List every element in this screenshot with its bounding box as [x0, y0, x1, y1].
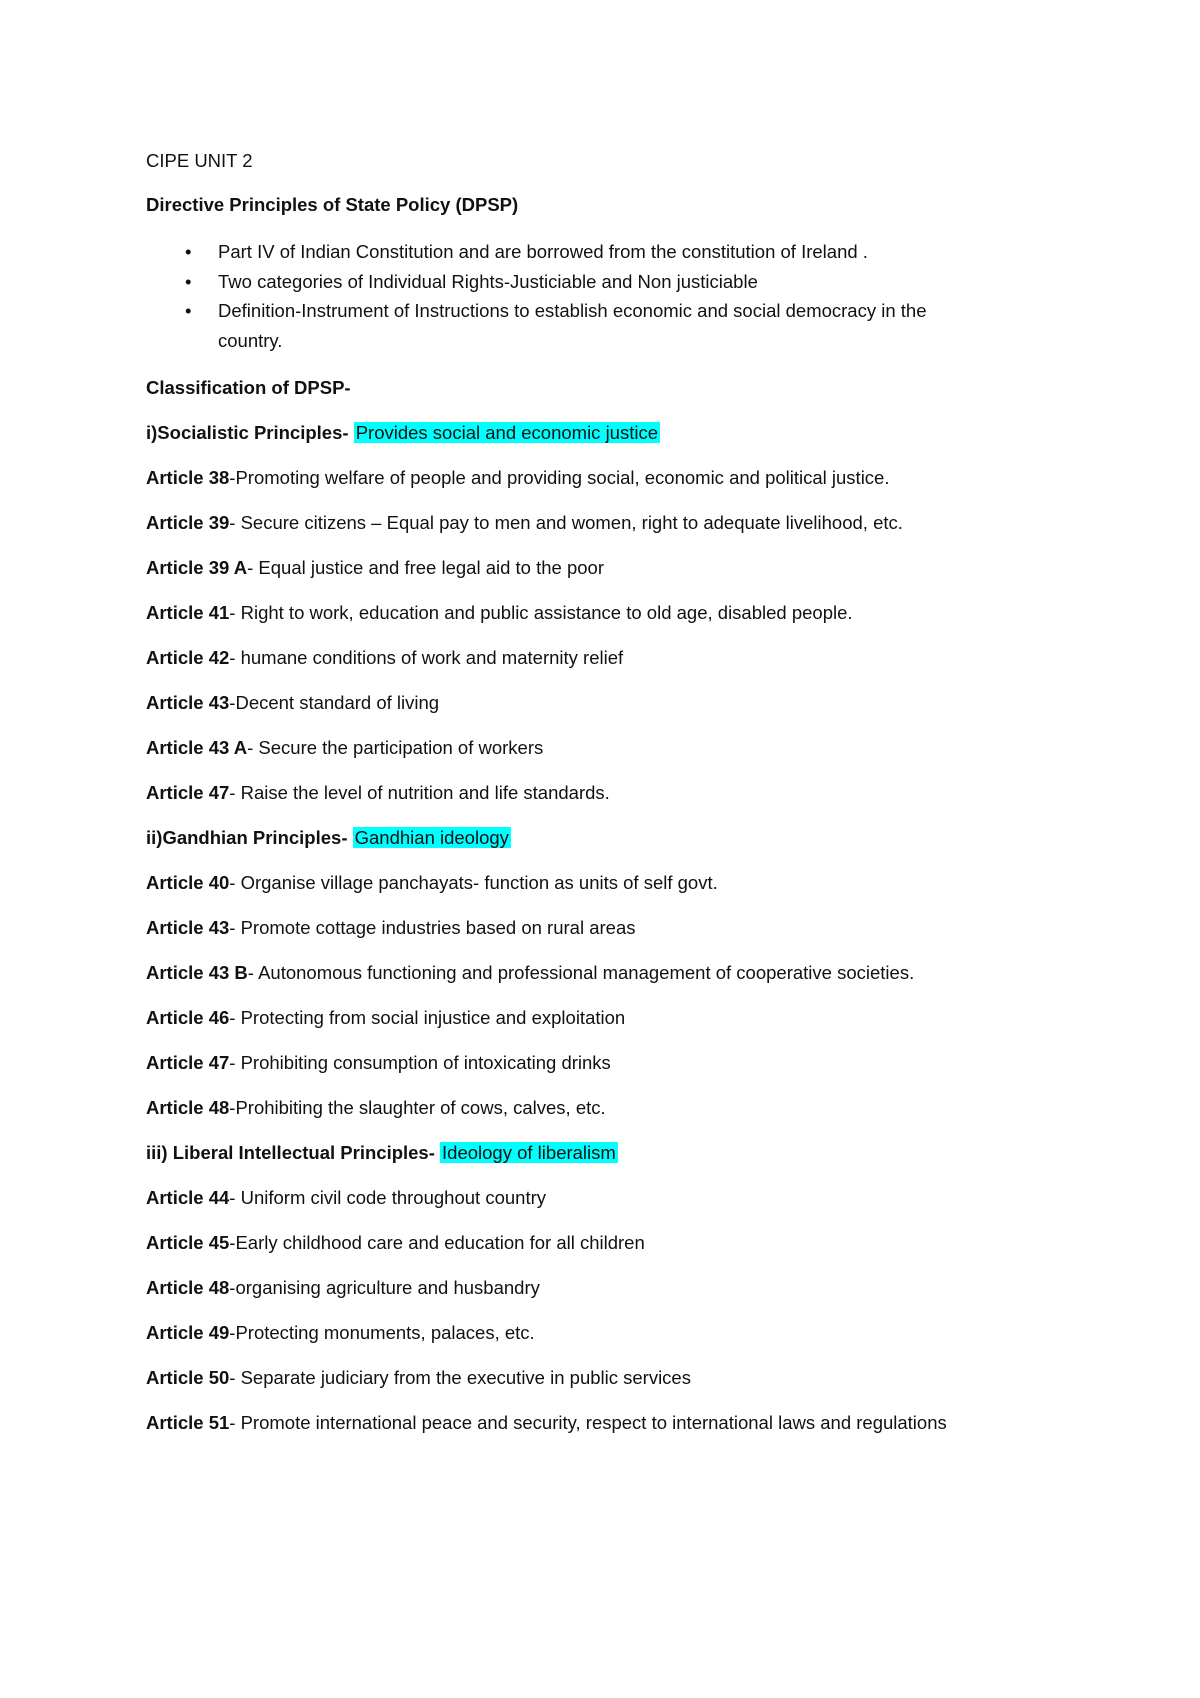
article-row — [146, 1095, 1046, 1120]
document-title: CIPE UNIT 2 — [146, 150, 253, 171]
article-label: Article 45 — [146, 1232, 230, 1253]
article-row — [146, 1275, 1046, 1300]
bullet-text: Two categories of Individual Rights-Justiciable and Non justiciable — [218, 270, 758, 292]
article-text: - Right to work, education and public assistance to old age, disabled people. — [229, 602, 853, 623]
article-text: - Uniform civil code throughout country — [229, 1187, 546, 1208]
article-row — [146, 780, 1046, 805]
article-label: Article 51 — [146, 1412, 230, 1433]
article-text: - humane conditions of work and maternity relief — [229, 647, 624, 668]
bullet-text: Definition-Instrument of Instructions to establish economic and social democracy in the — [218, 300, 927, 321]
article-row — [146, 1230, 1046, 1255]
article-label: Article 49 — [146, 1322, 230, 1343]
article-text: - Promote international peace and security, respect to international laws and regulations — [229, 1412, 947, 1433]
group-heading-liberal — [146, 1140, 1046, 1165]
article-row — [146, 1005, 1046, 1030]
group-heading-gandhian — [146, 825, 1046, 850]
bullet-text: country. — [218, 329, 283, 351]
article-text: -organising agriculture and husbandry — [229, 1277, 540, 1298]
group-label: ii)Gandhian Principles- — [146, 827, 348, 848]
article-label: Article 50 — [146, 1367, 230, 1388]
article-text: - Equal justice and free legal aid to the poor — [247, 557, 604, 578]
article-row — [146, 1320, 1046, 1345]
article-row — [146, 735, 1046, 760]
article-text: - Separate judiciary from the executive in public services — [229, 1367, 691, 1388]
article-text: -Protecting monuments, palaces, etc. — [229, 1322, 535, 1343]
bullet-icon: • — [185, 241, 192, 262]
article-label: Article 40 — [146, 872, 230, 893]
article-label: Article 39 A — [146, 557, 248, 578]
article-text: - Protecting from social injustice and exploitation — [229, 1007, 626, 1028]
article-row — [146, 870, 1046, 895]
section-heading: Directive Principles of State Policy (DPSP) — [146, 194, 519, 215]
article-label: Article 43 — [146, 692, 230, 713]
bullet-list — [146, 237, 1046, 355]
article-row — [146, 690, 1046, 715]
article-row — [146, 960, 1046, 985]
group-highlight: Gandhian ideology — [354, 827, 509, 848]
article-label: Article 46 — [146, 1007, 230, 1028]
article-text: - Secure citizens – Equal pay to men and women, right to adequate livelihood, etc. — [229, 512, 903, 533]
article-label: Article 38 — [146, 467, 230, 488]
article-label: Article 47 — [146, 1052, 230, 1073]
article-label: Article 48 — [146, 1097, 230, 1118]
article-text: - Autonomous functioning and professional management of cooperative societies. — [247, 962, 915, 983]
article-text: -Promoting welfare of people and providing social, economic and political justice. — [229, 467, 890, 488]
article-text: -Decent standard of living — [229, 692, 440, 713]
group-label: i)Socialistic Principles- — [146, 422, 349, 443]
article-text: - Raise the level of nutrition and life standards. — [229, 782, 610, 803]
article-text: - Prohibiting consumption of intoxicating drinks — [229, 1052, 611, 1073]
article-label: Article 47 — [146, 782, 230, 803]
article-text: - Promote cottage industries based on rural areas — [229, 917, 636, 938]
article-row — [146, 600, 1046, 625]
article-label: Article 43 — [146, 917, 230, 938]
bullet-item — [146, 267, 1046, 297]
bullet-item — [146, 296, 1046, 326]
classification-heading: Classification of DPSP- — [146, 377, 351, 398]
group-highlight: Ideology of liberalism — [442, 1142, 616, 1163]
article-row — [146, 915, 1046, 940]
article-row — [146, 1185, 1046, 1210]
article-row — [146, 645, 1046, 670]
bullet-item — [146, 237, 1046, 267]
article-text: -Early childhood care and education for all children — [229, 1232, 645, 1253]
group-heading-socialistic — [146, 420, 1046, 445]
article-label: Article 44 — [146, 1187, 230, 1208]
article-row — [146, 510, 1046, 535]
article-row — [146, 465, 1046, 490]
bullet-text: Part IV of Indian Constitution and are borrowed from the constitution of Ireland . — [218, 241, 868, 262]
article-label: Article 43 A — [146, 737, 248, 758]
bullet-item-continued — [146, 326, 1046, 356]
article-row — [146, 555, 1046, 580]
article-row — [146, 1365, 1046, 1390]
article-text: - Secure the participation of workers — [247, 737, 544, 758]
bullet-icon: • — [185, 270, 192, 292]
article-label: Article 48 — [146, 1277, 230, 1298]
article-row — [146, 1050, 1046, 1075]
article-label: Article 42 — [146, 647, 230, 668]
document-page — [146, 148, 1046, 1455]
article-text: - Organise village panchayats- function as units of self govt. — [229, 872, 718, 893]
article-label: Article 39 — [146, 512, 230, 533]
article-label: Article 43 B — [146, 962, 248, 983]
article-row — [146, 1410, 1046, 1435]
article-text: -Prohibiting the slaughter of cows, calves, etc. — [229, 1097, 606, 1118]
group-highlight: Provides social and economic justice — [355, 422, 659, 443]
group-label: iii) Liberal Intellectual Principles- — [146, 1142, 435, 1163]
article-label: Article 41 — [146, 602, 230, 623]
bullet-icon: • — [185, 300, 192, 321]
